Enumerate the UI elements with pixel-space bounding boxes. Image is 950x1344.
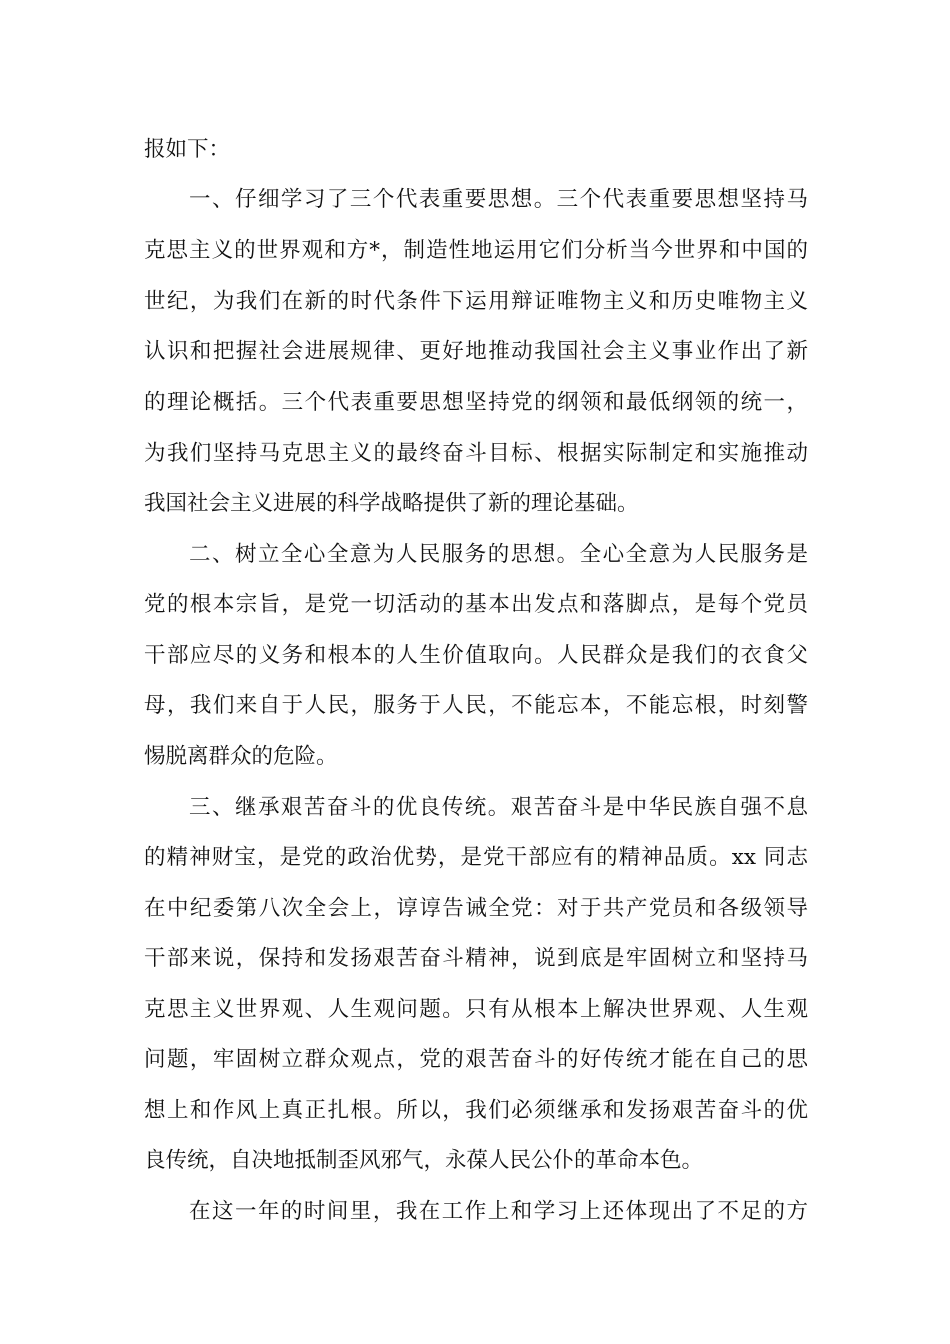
text-line: 干部来说，保持和发扬艰苦奋斗精神，说到底是牢固树立和坚持马: [144, 946, 808, 971]
text-line: 克思主义的世界观和方*，制造性地运用它们分析当今世界和中国的: [144, 238, 808, 263]
text-line: 良传统，自决地抵制歪风邪气，永葆人民公仆的革命本色。: [144, 1148, 704, 1173]
text-line: 一、仔细学习了三个代表重要思想。三个代表重要思想坚持马: [189, 187, 808, 212]
text-line: 党的根本宗旨，是党一切活动的基本出发点和落脚点，是每个党员: [144, 592, 808, 617]
text-line: 世纪，为我们在新的时代条件下运用辩证唯物主义和历史唯物主义: [144, 289, 808, 314]
text-line: 问题，牢固树立群众观点，党的艰苦奋斗的好传统才能在自己的思: [144, 1047, 808, 1072]
text-line: 的理论概括。三个代表重要思想坚持党的纲领和最低纲领的统一，: [144, 390, 808, 415]
text-line: 我国社会主义进展的科学战略提供了新的理论基础。: [144, 491, 639, 516]
text-line: 的精神财宝，是党的政治优势，是党干部应有的精神品质。xx 同志: [144, 845, 808, 870]
text-line: 为我们坚持马克思主义的最终奋斗目标、根据实际制定和实施推动: [144, 441, 808, 466]
text-line: 在中纪委第八次全会上，谆谆告诫全党：对于共产党员和各级领导: [144, 896, 808, 921]
text-line: 报如下：: [144, 137, 231, 162]
text-line: 惕脱离群众的危险。: [144, 744, 338, 769]
text-line: 想上和作风上真正扎根。所以，我们必须继承和发扬艰苦奋斗的优: [144, 1098, 808, 1123]
text-line: 在这一年的时间里，我在工作上和学习上还体现出了不足的方: [189, 1199, 808, 1224]
text-line: 三、继承艰苦奋斗的优良传统。艰苦奋斗是中华民族自强不息: [189, 795, 808, 820]
text-line: 二、树立全心全意为人民服务的思想。全心全意为人民服务是: [189, 542, 808, 567]
text-line: 干部应尽的义务和根本的人生价值取向。人民群众是我们的衣食父: [144, 643, 808, 668]
text-line: 克思主义世界观、人生观问题。只有从根本上解决世界观、人生观: [144, 997, 808, 1022]
text-line: 母，我们来自于人民，服务于人民，不能忘本，不能忘根，时刻警: [144, 693, 808, 718]
text-line: 认识和把握社会进展规律、更好地推动我国社会主义事业作出了新: [144, 339, 808, 364]
